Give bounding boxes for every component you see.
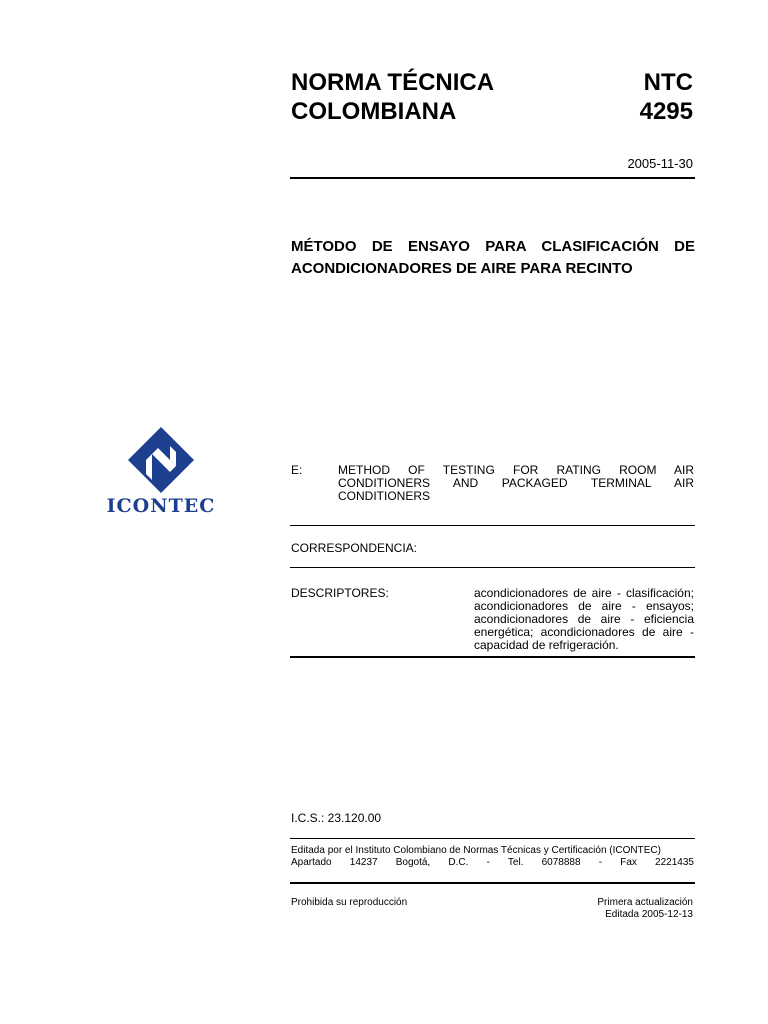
descriptores-divider <box>290 656 695 658</box>
reproduction-notice: Prohibida su reproducción <box>291 897 408 908</box>
publisher-line1: Editada por el Instituto Colombiano de Normas Técnicas y Certificación (ICONTEC) <box>291 845 661 856</box>
header-divider <box>290 177 695 179</box>
descriptores-text: acondicionadores de aire - clasificación; acondicionadores de aire - ensayos; acondicionadores de aire - eficiencia energética; acondicionadores de aire - capacidad de refrigeración. <box>474 586 694 652</box>
english-title-label: E: <box>291 463 303 477</box>
standard-number: 4295 <box>639 98 693 125</box>
document-title-line2: ACONDICIONADORES DE AIRE PARA RECINTO <box>291 260 633 277</box>
publisher-divider <box>290 882 695 884</box>
standard-type-line2: COLOMBIANA <box>291 98 457 125</box>
publisher-line2: Apartado 14237 Bogotá, D.C. - Tel. 6078888 - Fax 2221435 <box>291 857 694 868</box>
english-title-divider <box>290 525 695 526</box>
edition-date: Editada 2005-12-13 <box>605 909 693 920</box>
english-title-text: METHOD OF TESTING FOR RATING ROOM AIR CONDITIONERS AND PACKAGED TERMINAL AIR CONDITIONERS <box>338 463 694 503</box>
document-title <box>291 236 695 280</box>
standard-code-prefix: NTC <box>643 69 693 96</box>
correspondencia-label: CORRESPONDENCIA: <box>291 541 418 555</box>
descriptores-label: DESCRIPTORES: <box>291 586 389 600</box>
icontec-logo <box>105 425 217 520</box>
ics-divider <box>290 838 695 839</box>
publication-date: 2005-11-30 <box>627 156 693 171</box>
document-title-line1: MÉTODO DE ENSAYO PARA CLASIFICACIÓN DE <box>291 238 695 255</box>
ics-code: I.C.S.: 23.120.00 <box>291 811 382 825</box>
edition-status: Primera actualización <box>597 897 693 908</box>
correspondencia-divider <box>290 567 695 568</box>
icontec-wordmark: ICONTEC <box>106 495 216 517</box>
icontec-n-diamond-icon <box>105 425 217 495</box>
standard-type-line1: NORMA TÉCNICA <box>291 69 495 96</box>
